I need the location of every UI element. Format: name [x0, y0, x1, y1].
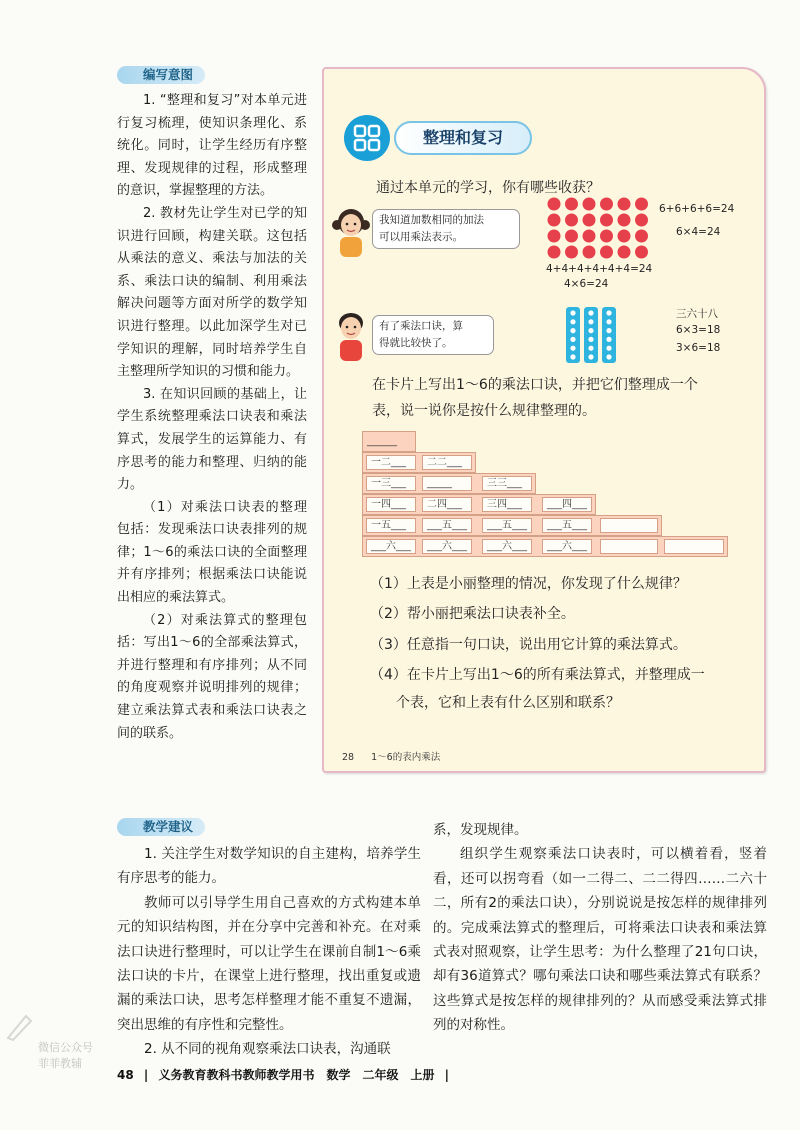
- table-cell: ___六___: [366, 539, 416, 554]
- suggest-continued: 系，发现规律。: [433, 822, 528, 838]
- red-dot: [548, 198, 561, 211]
- girl-speech-line: 可以用乘法表示。: [379, 231, 463, 243]
- page-footer: 48 | 义务教育教科书教师教学用书 数学 二年级 上册 |: [117, 1068, 450, 1082]
- suggest-paragraph: 2. 从不同的视角观察乘法口诀表，沟通联: [144, 1041, 391, 1058]
- red-dot: [635, 214, 648, 227]
- red-dot: [565, 214, 578, 227]
- bead: [588, 337, 593, 342]
- table-cell: 一三___: [366, 476, 416, 491]
- bead-bars: [564, 307, 618, 363]
- boy-illustration: [332, 309, 370, 361]
- table-cell: 一四___: [366, 497, 416, 512]
- table-cell: ___五___: [422, 518, 472, 533]
- table-cell: ___四___: [542, 497, 592, 512]
- intent-column: [117, 90, 307, 745]
- bead: [588, 319, 593, 324]
- table-cell: 一五___: [366, 518, 416, 533]
- addition-6s: 6+6+6+6=24: [659, 203, 735, 215]
- textbook-chapter: 1～6的表内乘法: [371, 752, 441, 763]
- bead: [588, 310, 593, 315]
- red-dot-array: [546, 196, 652, 260]
- girl-speech-line: 我知道加数相同的加法: [379, 214, 484, 226]
- banner-title: 整理和复习: [394, 121, 532, 155]
- table-cell: ___五___: [542, 518, 592, 533]
- bead: [588, 346, 593, 351]
- red-dot: [565, 198, 578, 211]
- bead: [606, 337, 611, 342]
- table-cell: 一二___: [366, 455, 416, 470]
- red-dot: [618, 198, 631, 211]
- question-4: （4）在卡片上写出1～6的所有乘法算式，并整理成一: [370, 667, 705, 683]
- watermark: [38, 1040, 93, 1072]
- textbook-page-footer: [342, 749, 440, 763]
- red-dot: [600, 246, 613, 259]
- red-dot: [583, 214, 596, 227]
- girl-illustration: [332, 205, 370, 257]
- table-cell: 三四___: [482, 497, 532, 512]
- table-cell: 二二___: [422, 455, 472, 470]
- multiplication-6x4: 6×4=24: [676, 226, 721, 238]
- bead: [606, 328, 611, 333]
- suggest-paragraph: 组织学生观察乘法口诀表时，可以横着看，竖着看，还可以拐弯看（如一二得二、二二得四……二六十二，所有2的乘法口诀），分别说说是按怎样的规律排列的。完成乘法算式的整理后，可将乘法口诀表和乘法算式表对照观察，让学生思考：为什么整理了21句口诀，却有36道算式？哪句乘法口诀和哪些乘法算式有联系？这些算式是按怎样的规律排列的？从而感受乘法算式排列的对称性。: [433, 846, 767, 1034]
- suggest-paragraph: 教师可以引导学生用自己喜欢的方式构建本单元的知识结构图，并在分享中完善和补充。在对乘法口诀进行整理时，可以让学生在课前自制1～6乘法口诀的卡片，在课堂上进行整理，找出重复或遗漏的乘法口诀，思考怎样整理才能不重复不遗漏，突出思维的有序性和完整性。: [117, 894, 421, 1033]
- section-tag-suggest: 教学建议: [117, 818, 205, 836]
- pencil-watermark-icon: [2, 1010, 36, 1044]
- table-cell: ___五___: [482, 518, 532, 533]
- bead: [570, 319, 575, 324]
- bead: [588, 354, 593, 359]
- question-3: （3）任意指一句口诀，说出用它计算的乘法算式。: [370, 637, 687, 653]
- red-dot: [548, 230, 561, 243]
- suggest-paragraph: 1. 关注学生对数学知识的自主建构，培养学生有序思考的能力。: [117, 846, 421, 887]
- grid-icon: [344, 115, 390, 161]
- section-tag-intent: 编写意图: [117, 66, 205, 84]
- textbook-page-number: 28: [342, 752, 355, 763]
- table-cell: _____: [422, 476, 472, 491]
- red-dot: [618, 230, 631, 243]
- red-dot: [618, 246, 631, 259]
- table-cell: 二四___: [422, 497, 472, 512]
- task-line: 在卡片上写出1～6的乘法口诀，并把它们整理成一个: [372, 377, 698, 393]
- bead: [570, 337, 575, 342]
- multiplication-4x6: 4×6=24: [564, 278, 609, 290]
- table-cell: ______: [362, 431, 416, 452]
- red-dot: [635, 230, 648, 243]
- multiplication-6x3: 6×3=18: [676, 324, 721, 336]
- suggest-right-column: [433, 818, 767, 1038]
- multiplication-3x6: 3×6=18: [676, 342, 721, 354]
- red-dot: [583, 198, 596, 211]
- intent-paragraph: 2. 教材先让学生对已学的知识进行回顾，构建关联。这包括从乘法的意义、乘法与加法的关系、乘法口诀的编制、利用乘法解决问题等方面对所学的数学知识进行整理。以此加深学生对已学知识的理解，同时培养学生自主整理所学知识的习惯和能力。: [117, 205, 307, 380]
- red-dot: [583, 246, 596, 259]
- red-dot: [600, 214, 613, 227]
- red-dot: [565, 230, 578, 243]
- task-line: 表，说一说你是按什么规律整理的。: [372, 403, 596, 419]
- red-dot: [548, 214, 561, 227]
- red-dot: [600, 198, 613, 211]
- bead: [606, 346, 611, 351]
- red-dot: [635, 246, 648, 259]
- red-dot: [565, 246, 578, 259]
- question-4-continued: 个表，它和上表有什么区别和联系？: [396, 695, 620, 711]
- watermark-line: 菲菲教辅: [38, 1057, 82, 1070]
- bead: [570, 328, 575, 333]
- page-number: 48: [117, 1068, 134, 1082]
- intent-paragraph: （1）对乘法口诀表的整理包括：发现乘法口诀表排列的规律；1～6的乘法口诀的全面整理并有序排列；根据乘法口诀能说出相应的乘法算式。: [117, 499, 307, 606]
- table-cell-blank: [664, 539, 724, 554]
- intent-paragraph: 3. 在知识回顾的基础上，让学生系统整理乘法口诀表和乘法算式，发展学生的运算能力、有序思考的能力和整理、归纳的能力。: [117, 386, 307, 493]
- intent-paragraph: 1. “整理和复习”对本单元进行复习梳理，使知识条理化、系统化。同时，让学生经历有序整理、发现规律的过程，形成整理的意识，掌握整理的方法。: [117, 93, 307, 199]
- bead: [606, 310, 611, 315]
- suggest-left-column: [117, 842, 421, 1062]
- bead: [606, 354, 611, 359]
- boy-speech-bubble: [372, 315, 494, 355]
- boy-speech-line: 有了乘法口诀，算: [379, 320, 463, 332]
- red-dot: [618, 214, 631, 227]
- table-cell: ___六___: [542, 539, 592, 554]
- question-2: （2）帮小丽把乘法口诀表补全。: [370, 606, 575, 622]
- table-cell: ___六___: [422, 539, 472, 554]
- bead: [570, 346, 575, 351]
- question-1: （1）上表是小丽整理的情况，你发现了什么规律？: [370, 576, 687, 592]
- table-cell: ___六___: [482, 539, 532, 554]
- intent-paragraph: （2）对乘法算式的整理包括：写出1～6的全部乘法算式，并进行整理和有序排列；从不同的角度观察并说明排列的规律；建立乘法算式表和乘法口诀表之间的联系。: [117, 612, 307, 741]
- book-title: 义务教育教科书教师教学用书 数学 二年级 上册: [158, 1068, 435, 1082]
- bead: [588, 328, 593, 333]
- bead: [570, 310, 575, 315]
- watermark-line: 微信公众号: [38, 1041, 93, 1054]
- red-dot: [600, 230, 613, 243]
- addition-4s: 4+4+4+4+4+4=24: [546, 263, 653, 275]
- girl-speech-bubble: [372, 209, 520, 249]
- table-cell: 三三___: [482, 476, 532, 491]
- red-dot: [635, 198, 648, 211]
- table-cell-blank: [600, 518, 658, 533]
- textbook-page: [322, 67, 766, 773]
- rhyme-three-six: 三六十八: [676, 308, 718, 320]
- intro-question: 通过本单元的学习，你有哪些收获？: [376, 180, 600, 196]
- boy-speech-line: 得就比较快了。: [379, 337, 453, 349]
- red-dot: [548, 246, 561, 259]
- bead: [570, 354, 575, 359]
- red-dot: [583, 230, 596, 243]
- bead: [606, 319, 611, 324]
- task-instruction: [372, 372, 698, 424]
- table-cell-blank: [600, 539, 658, 554]
